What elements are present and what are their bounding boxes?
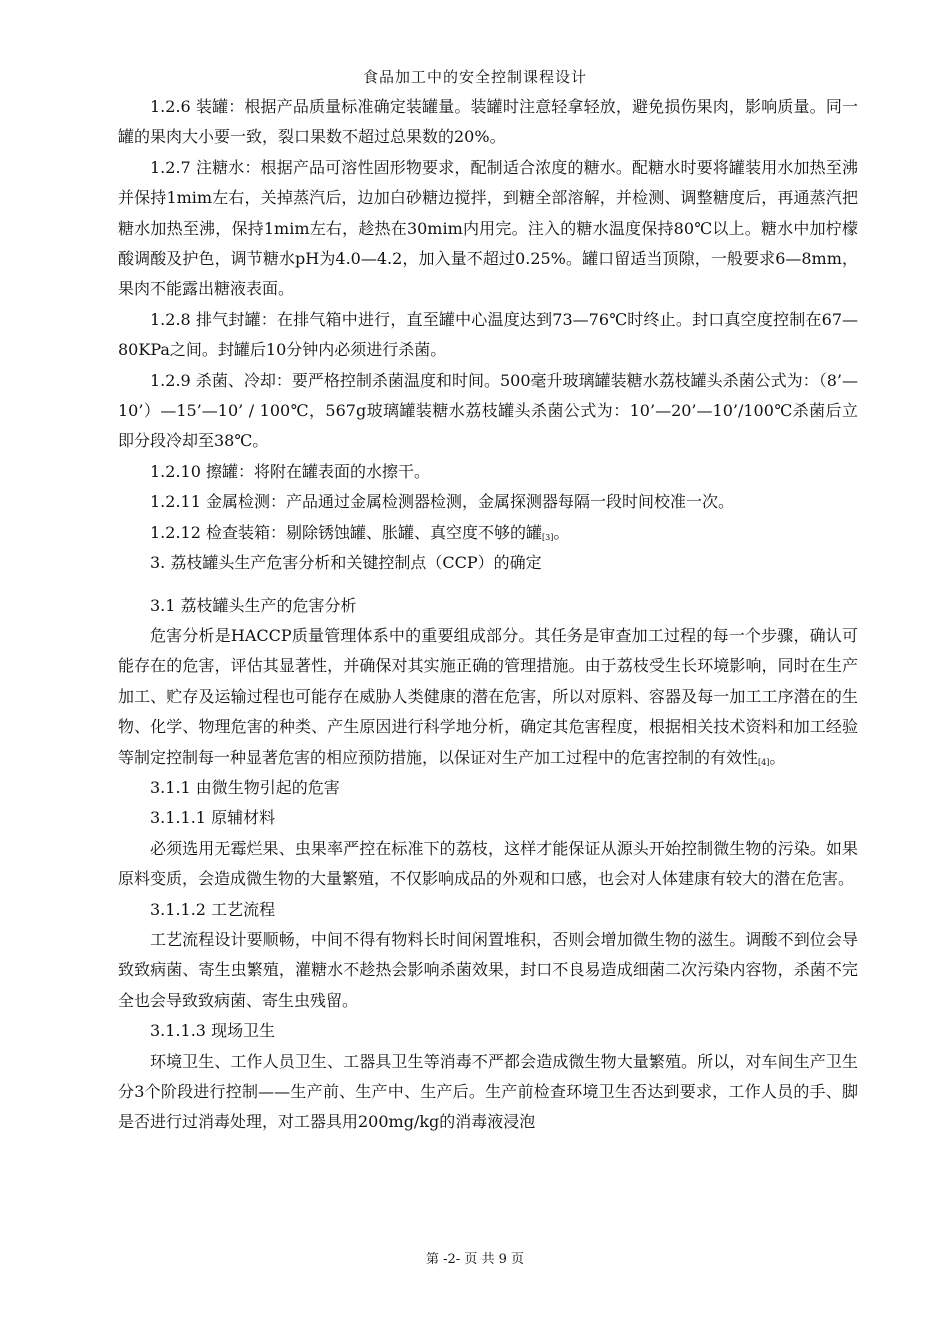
page-header: 食品加工中的安全控制课程设计 <box>362 68 587 86</box>
paragraph-text: 1.2.12 检查装箱：剔除锈蚀罐、胀罐、真空度不够的罐 <box>150 522 542 542</box>
paragraph-1-2-8: 1.2.8 排气封罐：在排气箱中进行，直至罐中心温度达到73—76℃时终止。封口真空度控制在67—80KPa之间。封罐后10分钟内必须进行杀菌。 <box>118 309 858 360</box>
paragraph-1-2-6: 1.2.6 装罐：根据产品质量标准确定装罐量。装罐时注意轻拿轻放，避免损伤果肉，影响质量。同一罐的果肉大小要一致，裂口果数不超过总果数的20%。 <box>118 97 858 147</box>
paragraph-1-2-10: 1.2.10 擦罐：将附在罐表面的水擦干。 <box>150 461 430 481</box>
sentence-end: 。 <box>769 747 786 767</box>
paragraph-text: 危害分析是HACCP质量管理体系中的重要组成部分。其任务是审查加工过程的每一个步骤，确认可能存在的危害，评估其显著性，并确保对其实施正确的管理措施。由于荔枝受生长环境影响，同时在生产加工、贮存及运输过程也可能存在威胁人类健康的潜在危害，所以对原料、容器及每一加工工序潜在的生物、化学、物理危害的种类、产生原因进行科学地分析，确定其危害程度，根据相关技术资料和加工经验等制定控制每一种显著危害的相应预防措施，以保证对生产加工过程中的危害控制的有效性 <box>118 625 858 767</box>
paragraph-site-hygiene: 环境卫生、工作人员卫生、工器具卫生等消毒不严都会造成微生物大量繁殖。所以，对车间生产卫生分3个阶段进行控制——生产前、生产中、生产后。生产前检查环境卫生否达到要求，工作人员的手、脚是否进行过消毒处理，对工器具用200mg/kg的消毒液浸泡 <box>118 1051 858 1132</box>
paragraph-raw-materials: 必须选用无霉烂果、虫果率严控在标准下的荔枝，这样才能保证从源头开始控制微生物的污染。如果原料变质，会造成微生物的大量繁殖，不仅影响成品的外观和口感，也会对人体建康有较大的潜在危害。 <box>118 838 858 889</box>
document-body <box>118 92 858 1138</box>
paragraph-1-2-12 <box>118 518 858 548</box>
section-heading-3-1-1-2: 3.1.1.2 工艺流程 <box>150 899 276 919</box>
sentence-end: 。 <box>553 522 570 542</box>
citation-4: [4] <box>758 757 770 767</box>
paragraph-1-2-7: 1.2.7 注糖水：根据产品可溶性固形物要求，配制适合浓度的糖水。配糖水时要将罐装用水加热至沸并保持1mim左右，关掉蒸汽后，边加白砂糖边搅拌，到糖全部溶解，并检测、调整糖度后，再通蒸汽把糖水加热至沸，保持1mim左右，趁热在30mim内用完。注入的糖水温度保持80℃以上。糖水中加柠檬酸调酸及护色，调节糖水pH为4.0—4.2，加入量不超过0.25%。罐口留适当顶隙，一般要求6—8mm，果肉不能露出糖液表面。 <box>118 157 858 299</box>
paragraph-process-flow: 工艺流程设计要顺畅，中间不得有物料长时间闲置堆积，否则会增加微生物的滋生。调酸不到位会导致致病菌、寄生虫繁殖，灌糖水不趁热会影响杀菌效果，封口不良易造成细菌二次污染内容物，杀菌不完全也会导致致病菌、寄生虫残留。 <box>118 929 858 1010</box>
section-heading-3-1-1-1: 3.1.1.1 原辅材料 <box>150 808 276 828</box>
section-heading-3: 3. 荔枝罐头生产危害分析和关键控制点（CCP）的确定 <box>150 553 542 573</box>
page-footer: 第 -2- 页 共 9 页 <box>426 1252 524 1267</box>
section-heading-3-1-1: 3.1.1 由微生物引起的危害 <box>150 777 340 797</box>
paragraph-hazard-analysis <box>118 621 858 773</box>
section-heading-3-1-1-3: 3.1.1.3 现场卫生 <box>150 1021 276 1041</box>
citation-3: [3] <box>541 532 554 542</box>
section-heading-3-1: 3.1 荔枝罐头生产的危害分析 <box>150 595 357 615</box>
paragraph-1-2-11: 1.2.11 金属检测：产品通过金属检测器检测，金属探测器每隔一段时间校准一次。 <box>150 492 734 512</box>
paragraph-1-2-9: 1.2.9 杀菌、冷却：要严格控制杀菌温度和时间。500毫升玻璃罐装糖水荔枝罐头杀菌公式为：（8’—10’）—15’—10’ / 100℃，567g玻璃罐装糖水荔枝罐头杀菌公式为：10’—20’—10’/100℃杀菌后立即分段冷却至38℃。 <box>118 370 858 451</box>
